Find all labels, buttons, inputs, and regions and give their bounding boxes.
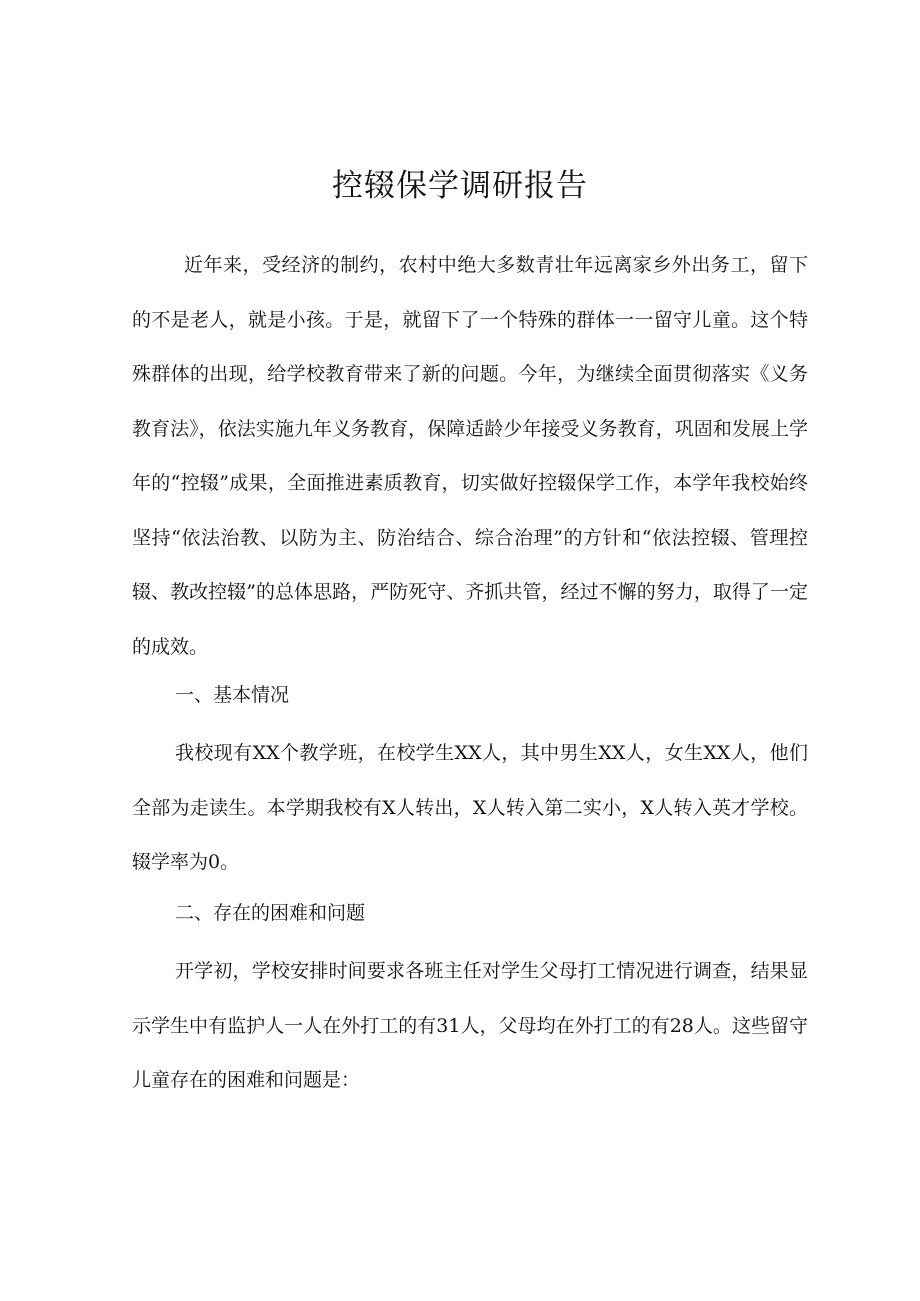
section-heading-difficulties: 二、存在的困难和问题 <box>175 902 366 924</box>
intro-paragraph: 近年来，受经济的制约，农村中绝大多数青壮年远离家乡外出务工，留下的不是老人，就是小孩。于是，就留下了一个特殊的群体一一留守儿童。这个特殊群体的出现，给学校教育带来了新的问题。今年，为继续全面贯彻落实《义务教育法》，依法实施九年义务教育，保障适龄少年接受义务教育，巩固和发展上学年的“控辍”成果，全面推进素质教育，切实做好控辍保学工作，本学年我校始终坚持“依法治教、以防为主、防治结合、综合治理”的方针和“依法控辍、管理控辍、教改控辍”的总体思路，严防死守、齐抓共管，经过不懈的努力，取得了一定的成效。 <box>132 254 808 658</box>
basic-situation-paragraph: 我校现有XX个教学班，在校学生XX人，其中男生XX人，女生XX人，他们全部为走读生。本学期我校有X人转出，X人转入第二实小，X人转入英才学校。辍学率为0。 <box>132 742 808 873</box>
section-heading-basic-situation: 一、基本情况 <box>175 684 290 706</box>
difficulties-paragraph: 开学初，学校安排时间要求各班主任对学生父母打工情况进行调查，结果显示学生中有监护人一人在外打工的有31人，父母均在外打工的有28人。这些留守儿童存在的困难和问题是： <box>132 960 808 1091</box>
document-title: 控辍保学调研报告 <box>332 168 588 204</box>
